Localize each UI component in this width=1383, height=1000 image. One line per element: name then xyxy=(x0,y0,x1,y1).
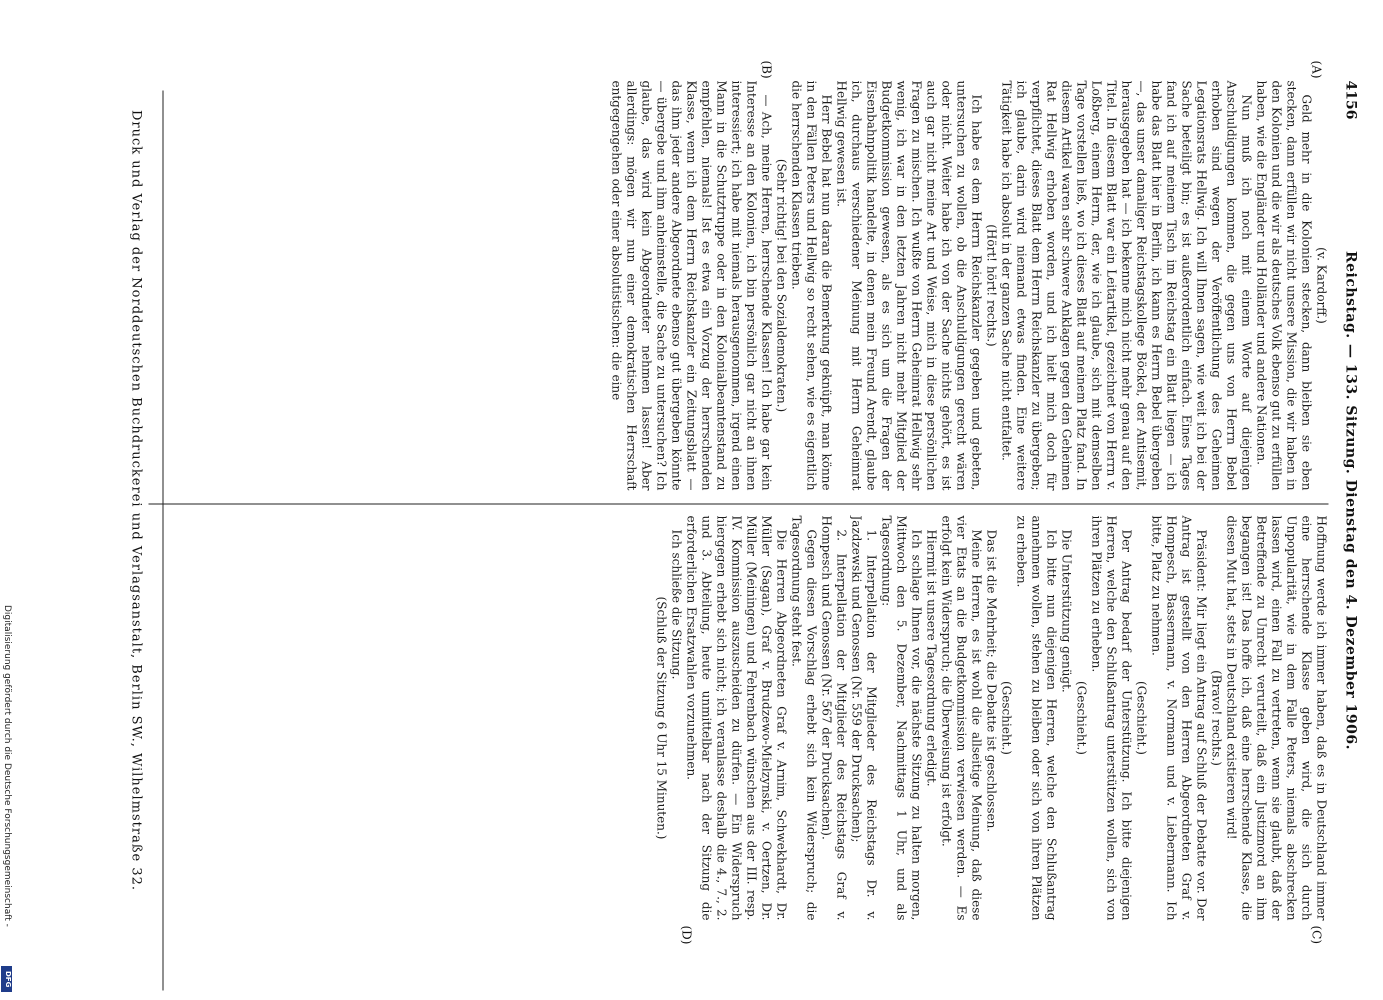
margin-letter-a: (A) xyxy=(1309,60,1323,79)
right_column-paragraph: Ich schließe die Sitzung. xyxy=(669,529,683,679)
right_column-paragraph: (Geschieht.) xyxy=(1074,680,1088,755)
left-column xyxy=(148,80,1328,490)
right_column-paragraph: Die Unterstützung genügt. xyxy=(1059,529,1073,693)
right_column-paragraph: Hiermit ist unsere Tagesordnung erledigt. xyxy=(924,529,938,787)
right_column-paragraph: (Geschieht.) xyxy=(1134,680,1148,755)
page-number: 4156 xyxy=(1342,80,1358,119)
margin-letter-d: (D) xyxy=(679,925,693,944)
right_column-paragraph: Der Antrag bedarf der Unterstützung. Ich bitte diejenigen Herren, welche den Schlußantrag unterstützen wollen, sich von ihren Plätzen zu erheben. xyxy=(1089,515,1133,920)
right_column-paragraph: Gegen diesen Vorschlag erhebt sich kein Widerspruch; die Tagesordnung steht fest. xyxy=(789,515,818,920)
imprint-line: Druck und Verlag der Norddeutschen Buchdruckerei und Verlagsanstalt, Berlin SW., Wilhelmstraße 32. xyxy=(128,109,143,891)
right_column-paragraph: Ich schlage Ihnen vor, die nächste Sitzung zu halten morgen, Mittwoch den 5. Dezember, Nachmittags 1 Uhr, und als Tagesordnung: xyxy=(879,515,923,920)
margin-letter-b: (B) xyxy=(759,60,773,79)
right_column-paragraph: Präsident: Mir liegt ein Antrag auf Schluß der Debatte vor. Der Antrag ist gestellt von den Herren Abgeordneten Graf v. Hompesch, Bassermann, v. Normann und v. Liebermann. Ich bitte, Platz zu nehmen. xyxy=(1149,515,1208,920)
dfg-note: Digitalisierung gefördert durch die Deutsche Forschungsgemeinschaft - xyxy=(2,605,12,927)
right_column-paragraph: Ich bitte nun diejenigen Herren, welche den Schlußantrag annehmen wollen, stehen zu bleiben oder sich von ihren Plätzen zu erheben. xyxy=(1014,515,1058,920)
running-head: Reichstag. — 133. Sitzung. Dienstag den 4. Dezember 1906. xyxy=(1342,250,1358,750)
left_column-paragraph: Herr Bebel hat nun daran die Bemerkung geknüpft, man könne in den Fällen Peters und Hellwig so recht sehen, wie es eigentlich die herrschenden Klassen trieben. xyxy=(789,80,833,490)
right_column-paragraph: Die Herren Abgeordneten Graf v. Arnim, Schwekhardt, Dr. Müller (Sagan), Graf v. Brudzewo-Mielzynski, v. Oertzen, Dr. Müller (Meiningen) und Fehrenbach wünschen aus der III. resp. IV. Kommission auszuscheiden zu dürfen. — Ein Widerspruch hiergegen erhebt sich nicht; ich veranlasse deshalb die 4., 7., 2. und 3. Abteilung, heute unmittelbar nach der Sitzung die erforderlichen Ersatzwahlen vorzunehmen. xyxy=(684,515,788,920)
left_column-paragraph: (Sehr richtig! bei den Sozialdemokraten.) xyxy=(774,158,788,412)
left_column-paragraph: (Hört! hört! rechts.) xyxy=(984,223,998,347)
dfg-logo: DFG xyxy=(1,966,12,992)
left_column-paragraph: Geld mehr in die Kolonien stecken, dann bleiben sie eben stecken, dann erfüllen wir nicht unsere Mission, die wir haben in den Kolonien und die wir als deutsches Volk ebenso gut zu erfüllen haben, wie die Engländer und Holländer und andere Nationen. xyxy=(1254,80,1313,490)
left_column-paragraph: — Ach, meine Herren, herrschende Klassen! Ich habe gar kein Interesse an den Kolonien, ich bin persönlich gar nicht an ihnen interessiert; ich habe mit niemals herausgenommen, irgend einen Mann in die Schutztruppe oder in den Kolonialbeamtenstand zu empfehlen, niemals! Ist es etwa ein Vorzug der herrschenden Klasse, wenn ich dem Herrn Reichskanzler ein Zeitungsblatt — das ihm jeder andere Abgeordnete ebenso gut übergeben könnte — übergebe und ihm anheimstelle, die Sache zu untersuchen? Ich glaube, das wird kein Abgeordneter nehmen lassen! Aber allerdings: mögen wir nun einer demokratischen Herrschaft entgegengehen oder einer absolutistischen: die eine xyxy=(609,80,773,490)
right_column-paragraph: 1. Interpellation der Mitglieder des Reichstags Dr. v. Jazdzewski und Genossen (Nr. 559 der Drucksachen); xyxy=(849,515,878,920)
column-divider xyxy=(148,503,1328,504)
left_column-paragraph: Nun muß ich noch mit einem Worte auf diejenigen Anschuldigungen kommen, die gegen uns von Herrn Bebel erhoben sind wegen der Veröffentlichung des Geheimen Legationsrats Hellwig. Ich will Ihnen sagen, wie weit ich bei der Sache beteiligt bin; es ist außerordentlich einfach. Eines Tages fand ich auf meinem Tisch im Reichstag ein Blatt liegen — ich habe das Blatt hier in Berlin, ich kann es Herrn Bebel übergeben —, das unser damaliger Reichstagskollege Böckel, der Antisemit, herausgegeben hat — ich bekenne mich nicht mehr genau auf den Titel. In diesem Blatt war ein Leitartikel, gezeichnet von Herrn v. Loßberg, einem Herrn, der, wie ich glaube, sich mit demselben Tage vorstellen ließ, wo ich dieses Blatt auf meinem Platz fand. In diesem Artikel waren sehr schwere Anklagen gegen den Geheimen Rat Hellwig erhoben worden, und ich hielt mich doch für verpflichtet, dieses Blatt dem Herrn Reichskanzler zu übergeben; ich glaube, darin wird niemand etwas finden. Eine weitere Tätigkeit habe ich absolut in der ganzen Sache nicht entfaltet. xyxy=(999,80,1253,490)
right_column-paragraph: Hoffnung werde ich immer haben, daß es in Deutschland immer eine herrschende Klasse geben wird, die sich durch Unpopularität, wie in dem Falle Peters, niemals abschrecken lassen wird, einen Fall zu vertreten, wenn sie glaubt, daß der Betreffende zu Unrecht verurteilt, daß ein Justizmord an ihm begangen ist! Das hoffe ich, daß eine herrschende Klasse, die diesen Mut hat, stets in Deutschland existieren wird! xyxy=(1224,515,1328,920)
margin-letter-c: (C) xyxy=(1309,925,1323,944)
left_column-paragraph: Ich habe es dem Herrn Reichskanzler gegeben und gebeten, untersuchen zu wollen, ob die Anschuldigungen gerecht wären oder nicht. Weiter habe ich von der Sache nichts gehört, es ist auch gar nicht meine Art und Weise, mich in diese persönlichen Fragen zu mischen. Ich wußte von Herrn Geheimrat Hellwig sehr wenig, ich war in den letzten Jahren nicht mehr Mitglied der Budgetkommission gewesen, als es sich um die Fragen der Eisenbahnpolitik handelte, in denen mein Freund Arendt, glaube ich, durchaus verschiedener Meinung mit Herrn Geheimrat Hellwig gewesen ist. xyxy=(834,80,983,490)
right_column-paragraph: (Bravo! rechts.) xyxy=(1209,669,1223,766)
right_column-paragraph: Meine Herren, es ist wohl die allseitige Meinung, daß diese vier Etats an die Budgetkommission verwiesen werden. — Es erfolgt kein Widerspruch; die Überweisung ist erfolgt. xyxy=(939,515,983,920)
right_column-paragraph: 2. Interpellation der Mitglieder des Reichstags Graf v. Hompesch und Genossen (Nr. 567 der Drucksachen). xyxy=(819,515,848,920)
right_column-paragraph: Das ist die Mehrheit; die Debatte ist geschlossen. xyxy=(984,529,998,832)
right-column xyxy=(148,515,1328,920)
left_column-paragraph: (v. Kardorff.) xyxy=(1314,246,1328,324)
right_column-paragraph: (Schluß der Sitzung 6 Uhr 15 Minuten.) xyxy=(654,596,668,839)
right_column-paragraph: (Geschieht.) xyxy=(999,680,1013,755)
end-rule xyxy=(162,90,163,990)
